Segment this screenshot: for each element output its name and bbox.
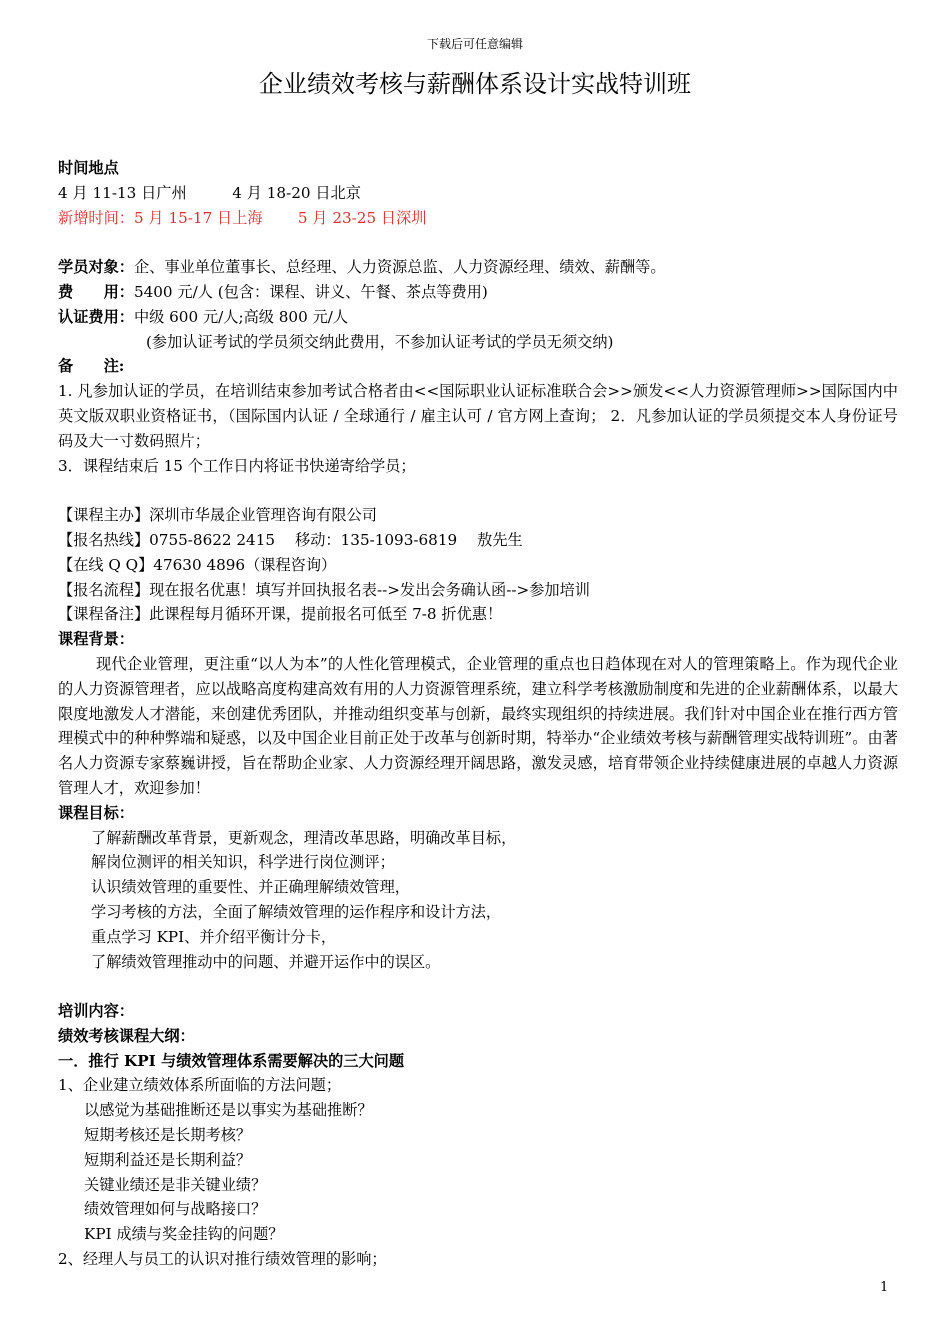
schedule-line: 4 月 11-13 日广州 4 月 18-20 日北京 <box>58 183 361 202</box>
fee-label: 费 用： <box>58 282 134 301</box>
target-value: 企、事业单位董事长、总经理、人力资源总监、人力资源经理、绩效、薪酬等。 <box>133 258 666 277</box>
outline-item-1: 1、企业建立绩效体系所面临的方法问题； <box>58 1076 342 1095</box>
background-text: 现代企业管理，更注重“以人为本”的人性化管理模式，企业管理的重点也日趋体现在对人的管理策略上。作为现代企业的人力资源管理者，应以战略高度构建高效有用的人力资源管理系统，建立科学考核激励制度和先进的企业薪酬体系，以最大限度地激发人才潜能，来创建优秀团队，并推动组织变革与创新，最终实现组织的持续进展。我们针对中国企业在推行西方管理模式中的种种弊端和疑惑，以及中国企业目前正处于改革与创新时期，特举办“企业绩效考核与薪酬管理实战特训班”。由著名人力资源专家蔡巍讲授，旨在帮助企业家、人力资源经理开阔思路，激发灵感，培育带领企业持续健康进展的卓越人力资源管理人才，欢迎参加！ <box>58 654 898 797</box>
fee-line <box>58 280 898 305</box>
remark-label: 备 注: <box>58 357 125 376</box>
goal-item: 了解薪酬改革背景，更新观念，理清改革思路，明确改革目标， <box>91 828 517 847</box>
training-heading: 培训内容： <box>58 1002 134 1021</box>
goal-item: 学习考核的方法，全面了解绩效管理的运作程序和设计方法， <box>91 902 502 921</box>
page-number: 1 <box>880 1280 889 1295</box>
cert-value: 中级 600 元/人;高级 800 元/人 <box>133 307 349 326</box>
goal-item: 了解绩效管理推动中的问题、并避开运作中的误区。 <box>91 952 441 971</box>
header-note: 下载后可任意编辑 <box>426 37 523 51</box>
outline-subitem: KPI 成绩与奖金挂钩的问题？ <box>84 1225 284 1244</box>
target-line <box>58 255 898 280</box>
course-note-line: 【课程备注】此课程每月循环开课，提前报名可低至 7-8 折优惠！ <box>58 605 503 624</box>
goal-item: 重点学习 KPI、并介绍平衡计分卡， <box>91 927 337 946</box>
process-line: 【报名流程】现在报名优惠！填写并回执报名表-->发出会务确认函-->参加培训 <box>58 580 590 599</box>
hotline-line: 【报名热线】0755-8622 2415 移动：135-1093-6819 敖先生 <box>58 530 523 549</box>
qq-line: 【在线 Q Q】47630 4896（课程咨询） <box>58 555 337 574</box>
outline-subitem: 短期利益还是长期利益？ <box>84 1150 252 1169</box>
document-title: 企业绩效考核与薪酬体系设计实战特训班 <box>259 70 691 98</box>
target-label: 学员对象： <box>58 258 134 277</box>
cert-label: 认证费用： <box>58 307 134 326</box>
remark-item-1: 1. 凡参加认证的学员，在培训结束参加考试合格者由<<国际职业认证标准联合会>>颁发<<人力资源管理师>>国际国内中英文版双职业资格证书，（国际国内认证 / 全球通行 / 雇主认可 / 官方网上查询； 2．凡参加认证的学员须提交本人身份证号码及大一寸数码照片； <box>58 382 898 450</box>
outline-item-2: 2、经理人与员工的认识对推行绩效管理的影响； <box>58 1250 387 1269</box>
outline-subitem: 关键业绩还是非关键业绩？ <box>84 1175 267 1194</box>
outline-heading: 绩效考核课程大纲： <box>58 1026 195 1045</box>
outline-subitem: 短期考核还是长期考核？ <box>84 1126 252 1145</box>
goal-item: 认识绩效管理的重要性、并正确理解绩效管理， <box>91 878 410 897</box>
organizer-line: 【课程主办】深圳市华晟企业管理咨询有限公司 <box>58 506 377 525</box>
document-body <box>58 156 898 1272</box>
background-heading: 课程背景： <box>58 630 134 649</box>
fee-value: 5400 元/人 (包含：课程、讲义、午餐、茶点等费用) <box>133 282 488 301</box>
outline-subitem: 绩效管理如何与战略接口？ <box>84 1200 267 1219</box>
cert-line <box>58 305 898 330</box>
outline-subitem: 以感觉为基础推断还是以事实为基础推断？ <box>84 1101 373 1120</box>
goal-item: 解岗位测评的相关知识，科学进行岗位测评； <box>91 853 395 872</box>
time-place-heading: 时间地点 <box>58 159 119 177</box>
remark-item-2: 3．课程结束后 15 个工作日内将证书快递寄给学员； <box>58 456 416 475</box>
new-schedule-line: 新增时间：5 月 15-17 日上海 5 月 23-25 日深圳 <box>58 208 427 227</box>
section-1-heading: 一．推行 KPI 与绩效管理体系需要解决的三大问题 <box>58 1051 405 1070</box>
goals-heading: 课程目标： <box>58 803 134 822</box>
cert-note: (参加认证考试的学员须交纳此费用，不参加认证考试的学员无须交纳) <box>146 332 614 351</box>
